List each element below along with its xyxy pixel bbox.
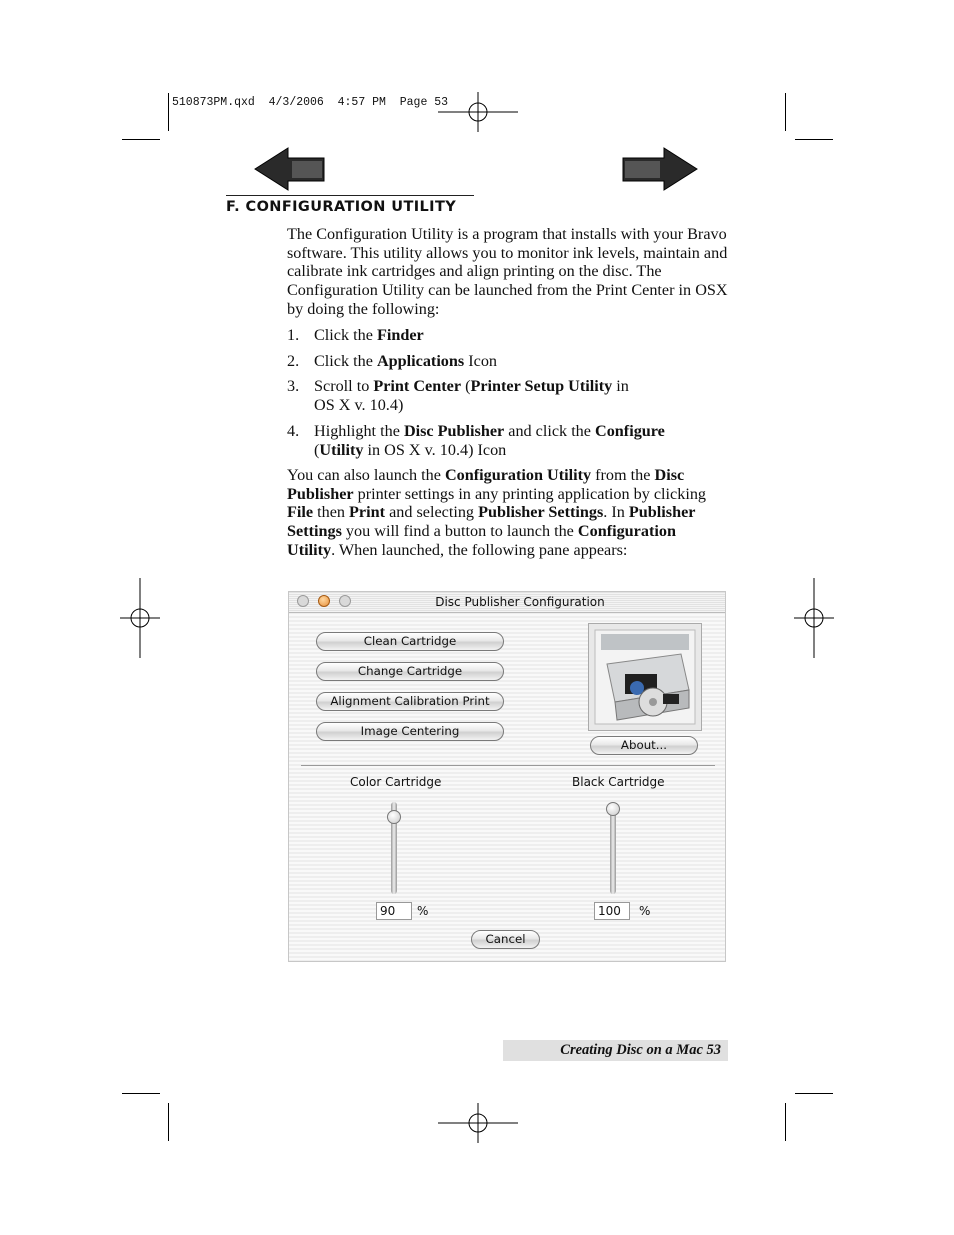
registration-mark-top	[438, 92, 518, 132]
image-centering-button[interactable]: Image Centering	[316, 722, 504, 741]
about-button[interactable]: About...	[590, 736, 698, 755]
registration-mark-right	[794, 578, 834, 658]
step-number: 4.	[287, 422, 300, 440]
registration-mark-bottom	[438, 1103, 518, 1143]
change-cartridge-button[interactable]: Change Cartridge	[316, 662, 504, 681]
color-percent-unit: %	[417, 904, 429, 918]
black-cartridge-level-field[interactable]: 100	[594, 902, 630, 920]
color-cartridge-level-field[interactable]: 90	[376, 902, 412, 920]
black-cartridge-slider-knob[interactable]	[606, 802, 620, 816]
step-text: Click the Applications Icon	[314, 352, 498, 370]
cancel-button[interactable]: Cancel	[471, 930, 540, 949]
color-cartridge-slider-knob[interactable]	[387, 810, 401, 824]
step-number: 1.	[287, 326, 300, 344]
section-title: F. CONFIGURATION UTILITY	[226, 195, 474, 215]
next-page-arrow-icon[interactable]	[620, 145, 700, 193]
registration-mark-left	[120, 578, 160, 658]
black-percent-unit: %	[639, 904, 651, 918]
intro-paragraph: The Configuration Utility is a program that installs with your Bravo software. This utility allows you to monitor ink levels, maintain and calibrate ink cartridges and align printing on the disc. The Configuration Utility can be launched from the Print Center in OSX by doing the following:	[287, 225, 728, 318]
step-number: 3.	[287, 377, 300, 395]
previous-page-arrow-icon[interactable]	[252, 145, 328, 193]
clean-cartridge-button[interactable]: Clean Cartridge	[316, 632, 504, 651]
alignment-calibration-print-button[interactable]: Alignment Calibration Print	[316, 692, 504, 711]
step-number: 2.	[287, 352, 300, 370]
dialog-titlebar	[289, 592, 725, 613]
outro-paragraph: You can also launch the Configuration Utility from the Disc Publisher printer settings in any printing application by clicking File then Print and selecting Publisher Settings. In Publisher Settings you will find a button to launch the Configuration Utility. When launched, the following pane appears:	[287, 466, 707, 559]
page-footer: Creating Disc on a Mac 53	[503, 1040, 728, 1061]
print-slug: 510873PM.qxd 4/3/2006 4:57 PM Page 53	[172, 96, 449, 109]
config-dialog	[288, 591, 726, 962]
step-text: Click the Finder	[314, 326, 424, 344]
dialog-title: Disc Publisher Configuration	[435, 595, 605, 609]
step-text: Highlight the Disc Publisher and click the Configure (Utility in OS X v. 10.4) Icon	[314, 422, 665, 459]
color-cartridge-label: Color Cartridge	[350, 775, 442, 789]
printer-image	[588, 623, 702, 731]
step-text: Scroll to Print Center (Printer Setup Utility in OS X v. 10.4)	[314, 377, 629, 414]
disc-printer-icon	[589, 624, 701, 730]
black-cartridge-label: Black Cartridge	[572, 775, 665, 789]
separator	[301, 765, 715, 766]
